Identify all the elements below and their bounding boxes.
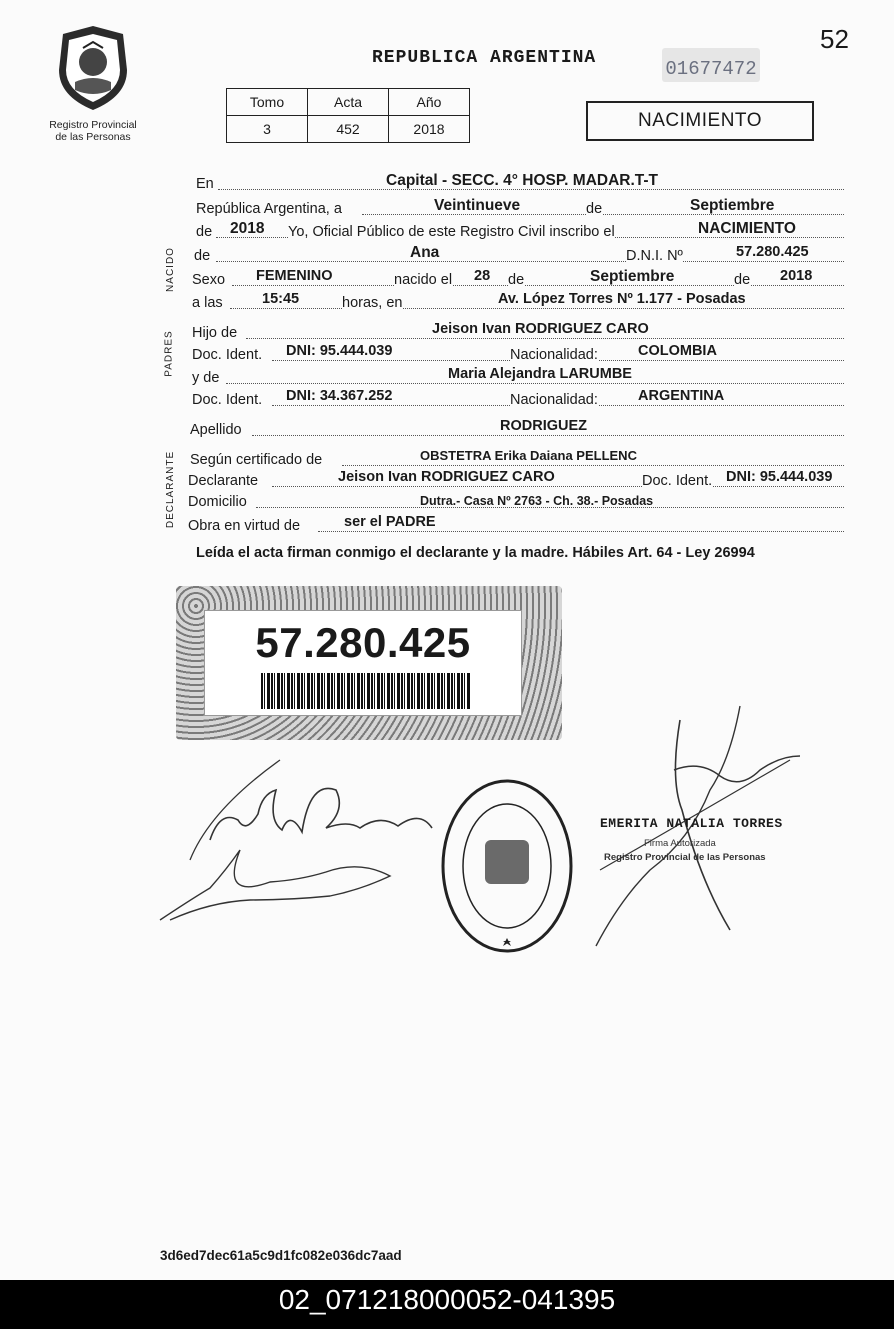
dni-label: D.N.I. Nº [626, 248, 683, 264]
father-value: Jeison Ivan RODRIGUEZ CARO [432, 321, 649, 337]
en-label: En [196, 176, 214, 192]
yde-label: y de [192, 370, 220, 386]
row-apellido [0, 418, 894, 442]
doc-label-3: Doc. Ident. [642, 473, 713, 489]
row-en [0, 172, 894, 196]
de-label-2: de [196, 224, 213, 240]
row-oficial [0, 220, 894, 244]
row-y-de [0, 366, 894, 390]
row-sexo [0, 268, 894, 292]
segun-label: Según certificado de [190, 452, 323, 468]
row-hijo-de [0, 321, 894, 345]
book-value-ano: 2018 [389, 116, 470, 143]
record-kind-box: NACIMIENTO [586, 101, 814, 141]
book-header-acta: Acta [308, 89, 389, 116]
domicilio-value: Dutra.- Casa Nº 2763 - Ch. 38.- Posadas [420, 494, 654, 508]
day-value: Veintinueve [434, 197, 521, 214]
a-las-label: a las [192, 295, 223, 311]
declarante-label: Declarante [188, 473, 259, 489]
dni-value: 57.280.425 [736, 244, 809, 260]
page-number: 52 [820, 24, 849, 54]
coat-of-arms-icon [53, 24, 133, 112]
segun-value: OBSTETRA Erika Daiana PELLENC [420, 448, 637, 463]
father-doc: DNI: 95.444.039 [286, 343, 393, 359]
birth-month: Septiembre [590, 268, 675, 285]
obra-value: ser el PADRE [344, 514, 436, 530]
nacido-label: nacido el [394, 272, 453, 288]
serial-number: 01677472 [662, 48, 760, 82]
book-value-acta: 452 [308, 116, 389, 143]
de-label-5: de [734, 272, 751, 288]
dni-stamp [176, 586, 562, 740]
de-label: de [586, 201, 603, 217]
row-republica [0, 197, 894, 221]
dotted-line [246, 338, 844, 339]
de-label-4: de [508, 272, 525, 288]
dni-stamp-number: 57.280.425 [255, 619, 471, 666]
dotted-line [272, 486, 844, 487]
row-domicilio [0, 494, 894, 514]
apellido-label: Apellido [190, 422, 242, 438]
oficial-text: Yo, Oficial Público de este Registro Civil inscribo el [288, 224, 615, 240]
dotted-line [252, 435, 844, 436]
inscribe-value: NACIMIENTO [698, 220, 796, 237]
book-value-tomo: 3 [227, 116, 308, 143]
footer-id-bar [0, 1280, 894, 1329]
birth-day: 28 [474, 268, 491, 284]
dotted-line [342, 465, 844, 466]
official-role: Firma Autorizada [644, 838, 716, 849]
closing-statement: Leída el acta firman conmigo el declarante y la madre. Hábiles Art. 64 - Ley 26994 [196, 545, 755, 561]
de-label-3: de [194, 248, 211, 264]
apellido-value: RODRIGUEZ [500, 418, 587, 434]
row-hora [0, 291, 894, 315]
declarante-value: Jeison Ivan RODRIGUEZ CARO [338, 469, 555, 485]
obra-label: Obra en virtud de [188, 518, 301, 534]
side-label-declarante: DECLARANTE [165, 450, 177, 529]
birth-year: 2018 [780, 268, 813, 284]
domicilio-label: Domicilio [188, 494, 247, 510]
hour-value: 15:45 [262, 291, 300, 307]
barcode-icon [261, 673, 471, 709]
doc-label-2: Doc. Ident. [192, 392, 263, 408]
mother-signature [160, 850, 390, 920]
father-nat: COLOMBIA [638, 343, 717, 359]
book-header-tomo: Tomo [227, 89, 308, 116]
dni-stamp-panel [204, 610, 522, 716]
mother-doc: DNI: 34.367.252 [286, 388, 393, 404]
registry-label-line1: Registro Provincial [49, 119, 137, 131]
official-office: Registro Provincial de las Personas [604, 852, 766, 863]
declarante-doc: DNI: 95.444.039 [726, 469, 833, 485]
official-seal-icon [440, 778, 574, 954]
registry-label-line2: de las Personas [55, 131, 131, 143]
row-name [0, 244, 894, 268]
hijo-label: Hijo de [192, 325, 238, 341]
row-obra [0, 514, 894, 538]
dotted-line [230, 308, 844, 309]
row-mother-doc [0, 388, 894, 412]
province-logo [48, 24, 138, 143]
nac-label-2: Nacionalidad: [510, 392, 598, 408]
en-value: Capital - SECC. 4° HOSP. MADAR.T-T [386, 172, 659, 189]
place-value: Av. López Torres Nº 1.177 - Posadas [498, 291, 746, 307]
dotted-line [226, 383, 844, 384]
official-name: EMERITA NATALIA TORRES [600, 816, 783, 831]
side-label-nacido: NACIDO [164, 247, 176, 292]
document-title: REPUBLICA ARGENTINA [372, 48, 597, 68]
mother-nat: ARGENTINA [638, 388, 725, 404]
book-table [226, 88, 470, 143]
name-value: Ana [410, 244, 440, 261]
footer-id: 02_071218000052-041395 [278, 1284, 616, 1315]
dotted-line [216, 261, 844, 262]
mother-value: Maria Alejandra LARUMBE [448, 366, 632, 382]
year-value: 2018 [230, 220, 265, 237]
sexo-label: Sexo [192, 272, 226, 288]
book-table-header-row [227, 89, 470, 116]
month-value: Septiembre [690, 197, 775, 214]
dotted-line [232, 285, 844, 286]
book-header-ano: Año [389, 89, 470, 116]
dotted-line [318, 531, 844, 532]
declarant-signatures [150, 750, 450, 940]
horas-label: horas, en [342, 295, 403, 311]
doc-label: Doc. Ident. [192, 347, 263, 363]
sexo-value: FEMENINO [256, 268, 333, 284]
signature-stroke [190, 760, 280, 860]
nac-label: Nacionalidad: [510, 347, 598, 363]
father-signature [210, 788, 432, 840]
row-declarante [0, 469, 894, 493]
side-label-padres: PADRES [163, 330, 175, 377]
republica-label: República Argentina, a [196, 201, 342, 217]
document-hash: 3d6ed7dec61a5c9d1fc082e036dc7aad [160, 1248, 402, 1263]
book-table-value-row [227, 116, 470, 143]
